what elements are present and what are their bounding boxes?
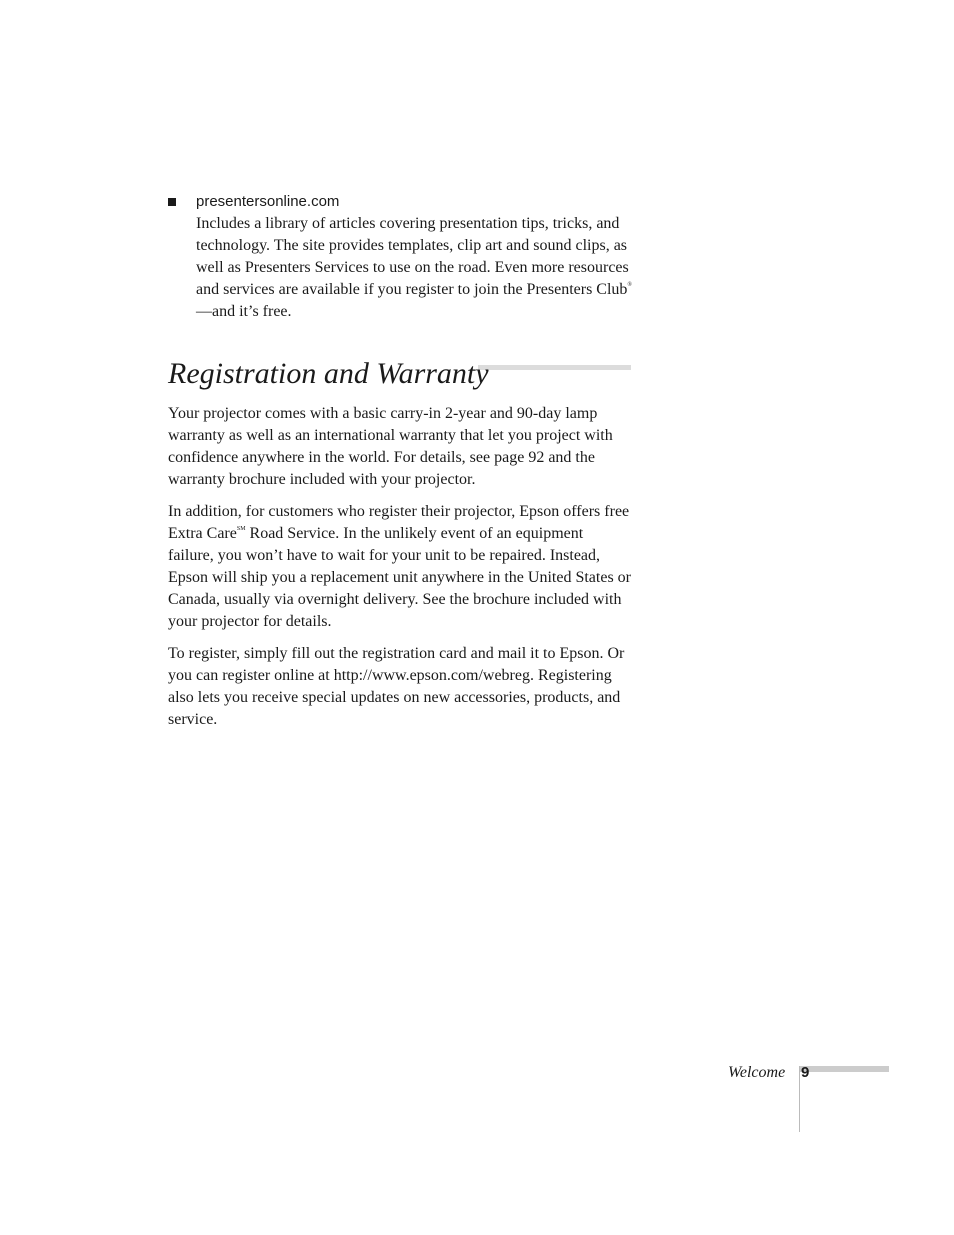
paragraph-warranty: Your projector comes with a basic carry-in 2-year and 90-day lamp warranty as well as an international warranty that let you project with confidence anywhere in the world. For details, see page 92 and the warranty brochure included with your projector. <box>168 405 613 488</box>
registered-mark: ® <box>627 282 632 288</box>
paragraph-extra-care <box>168 501 632 633</box>
heading-rule <box>478 365 631 370</box>
resource-description <box>196 213 636 323</box>
resource-description-tail: —and it’s free. <box>196 303 292 320</box>
footer-bar <box>799 1066 889 1072</box>
resource-title: presentersonline.com <box>196 193 340 210</box>
service-mark: SM <box>236 526 246 532</box>
paragraph-extra-care-text: In addition, for customers who register their projector, Epson offers free Extra Care <box>168 503 630 542</box>
footer-chapter-label: Welcome <box>728 1064 786 1081</box>
footer-divider <box>799 1066 800 1132</box>
resource-description-text: Includes a library of articles covering presentation tips, tricks, and technology. The site provides templates, clip art and sound clips, as well as Presenters Services to use on the road. Even more resources and services are available if you register to join the Presenters Club <box>196 215 629 298</box>
paragraph-extra-care-tail: Road Service. In the unlikely event of an equipment failure, you won’t have to wait for your unit to be repaired. Instead, Epson will ship you a replacement unit anywhere in the United States or Canada, usually via overnight delivery. See the brochure included with your projector for details. <box>168 525 631 630</box>
page-number: 9 <box>801 1064 810 1081</box>
bullet-square-icon <box>168 198 176 206</box>
section-body <box>168 403 632 741</box>
paragraph-register: To register, simply fill out the registration card and mail it to Epson. Or you can register online at http://www.epson.com/webreg. Registering also lets you receive special updates on new accessories, products, and service. <box>168 645 625 728</box>
section-heading: Registration and Warranty <box>168 357 489 390</box>
